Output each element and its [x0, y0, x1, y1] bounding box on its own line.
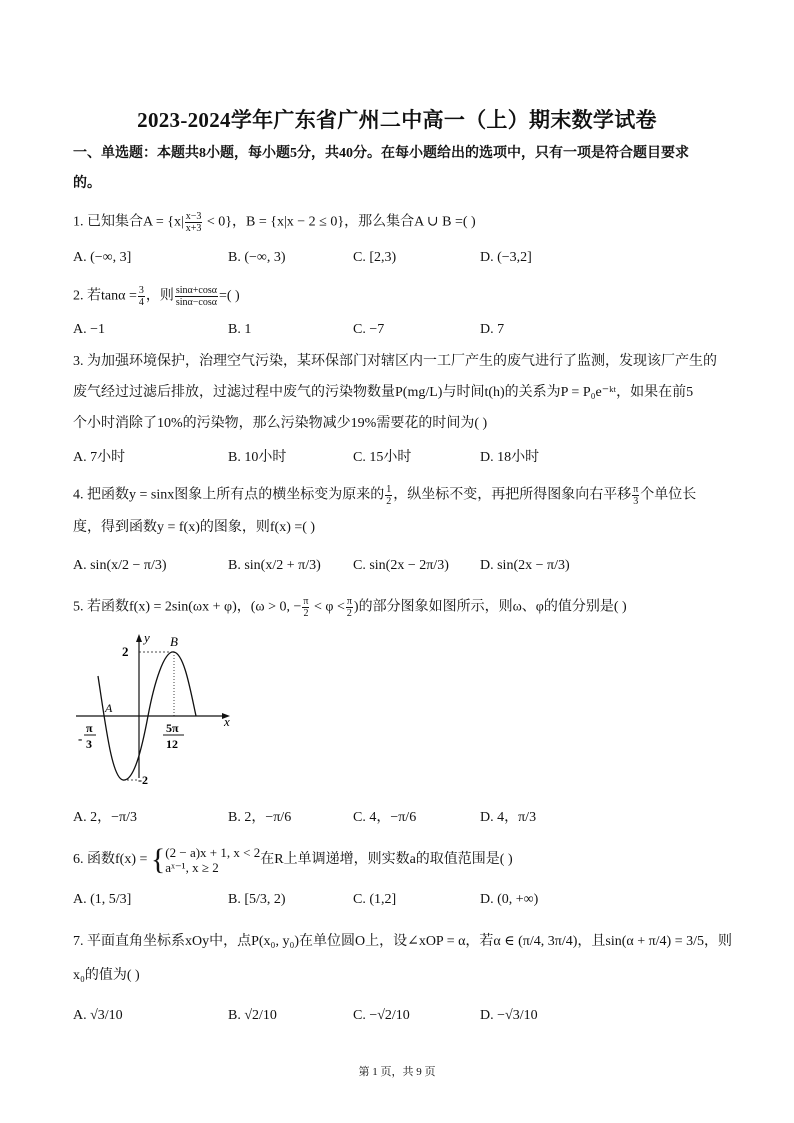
q7-option-b: B. √2/10 — [228, 1008, 277, 1023]
q1-text-a: 1. 已知集合A = {x| — [73, 214, 184, 230]
q2-frac1-den: 4 — [138, 297, 144, 308]
question-4-line2: 度，得到函数y = f(x)的图象，则f(x) =( ) — [73, 520, 316, 535]
q1-option-a: A. (−∞, 3] — [73, 250, 132, 265]
q4-option-b: B. sin(x/2 + π/3) — [228, 558, 321, 573]
q6-piece-1: (2 − a)x + 1, x < 2 — [165, 844, 261, 860]
question-2 — [73, 285, 240, 308]
q5-text-c: )的部分图象如图所示，则ω、φ的值分别是( ) — [353, 599, 627, 615]
q5-sine-graph — [72, 628, 242, 788]
q4-fraction-1 — [385, 484, 392, 507]
q2-text-b: ，则 — [145, 288, 174, 304]
q5-option-d: D. 4，π/3 — [480, 810, 537, 825]
graph-label-5pi12-num: 5π — [166, 721, 179, 735]
q1-frac-den: x+3 — [185, 223, 202, 234]
q3-option-c: C. 15小时 — [353, 450, 412, 465]
q4-frac2-den: 3 — [633, 496, 639, 507]
q1-option-d: D. (−3,2] — [480, 250, 532, 265]
q5-option-b: B. 2，−π/6 — [228, 810, 292, 825]
q4-option-c: C. sin(2x − 2π/3) — [353, 558, 449, 573]
q4-fraction-2 — [632, 484, 639, 507]
q5-frac2-num: π — [346, 596, 352, 607]
q5-text-b: < φ < — [310, 599, 345, 615]
question-7-line2: x₀的值为( ) — [73, 968, 140, 983]
q6-brace: { — [150, 842, 166, 876]
question-6 — [73, 843, 513, 877]
graph-label-5pi12-den: 12 — [166, 737, 178, 751]
q5-option-a: A. 2，−π/3 — [73, 810, 137, 825]
section-heading-line1: 一、单选题：本题共8小题，每小题5分，共40分。在每小题给出的选项中，只有一项是符合题目要求 — [73, 146, 689, 161]
q1-option-b: B. (−∞, 3) — [228, 250, 286, 265]
graph-label-a: A — [105, 701, 113, 715]
q5-frac1-den: 2 — [303, 608, 309, 619]
q4-text-c: 个单位长 — [640, 487, 697, 503]
q3-option-b: B. 10小时 — [228, 450, 287, 465]
page-footer: 第 1 页，共 9 页 — [358, 1066, 436, 1078]
q1-option-c: C. [2,3) — [353, 250, 397, 265]
q7-option-c: C. −√2/10 — [353, 1008, 410, 1023]
q4-option-d: D. sin(2x − π/3) — [480, 558, 570, 573]
q4-text-a: 4. 把函数y = sinx图象上所有点的横坐标变为原来的 — [73, 487, 385, 503]
graph-label-negpi3-sign: - — [78, 731, 83, 746]
graph-label-negpi3-den: 3 — [86, 737, 92, 751]
question-3-line2: 废气经过过滤后排放，过滤过程中废气的污染物数量P(mg/L)与时间t(h)的关系为P = P₀e⁻ᵏᵗ，如果在前5 — [73, 385, 694, 400]
q3-option-a: A. 7小时 — [73, 450, 126, 465]
q6-option-d: D. (0, +∞) — [480, 892, 539, 907]
q2-fraction-2 — [175, 285, 218, 308]
question-7-line1: 7. 平面直角坐标系xOy中，点P(x₀, y₀)在单位圆O上，设∠xOP = α，若α ∈ (π/4, 3π/4)，且sin(α + π/4) = 3/5，则 — [73, 934, 733, 949]
q2-option-b: B. 1 — [228, 322, 252, 337]
graph-label-neg2: -2 — [138, 773, 148, 787]
q6-option-c: C. (1,2] — [353, 892, 397, 907]
q4-frac2-num: π — [633, 484, 639, 495]
q5-text-a: 5. 若函数f(x) = 2sin(ωx + φ)，(ω > 0, − — [73, 599, 302, 615]
question-3-line3: 个小时消除了10%的污染物，那么污染物减少19%需要花的时间为( ) — [73, 416, 488, 431]
q6-option-b: B. [5/3, 2) — [228, 892, 286, 907]
q3-option-d: D. 18小时 — [480, 450, 540, 465]
q5-option-c: C. 4，−π/6 — [353, 810, 417, 825]
q6-piece-2: aˣ⁻¹, x ≥ 2 — [165, 859, 219, 875]
q4-option-a: A. sin(x/2 − π/3) — [73, 558, 167, 573]
question-4-line1 — [73, 484, 696, 507]
q5-frac1-num: π — [303, 596, 309, 607]
graph-label-y: y — [144, 630, 150, 645]
q5-fraction-1 — [302, 596, 309, 619]
q2-frac2-den: sinα−cosα — [175, 297, 217, 308]
question-5 — [73, 596, 627, 619]
q2-text-c: =( ) — [218, 288, 240, 304]
q7-option-d: D. −√3/10 — [480, 1008, 538, 1023]
graph-label-negpi3-num: π — [86, 721, 93, 735]
exam-title: 2023-2024学年广东省广州二中高一（上）期末数学试卷 — [137, 108, 657, 132]
y-axis-arrow — [136, 634, 142, 642]
q6-text-a: 6. 函数f(x) = — [73, 852, 148, 867]
graph-label-x: x — [224, 714, 230, 729]
q6-piecewise — [165, 845, 260, 875]
q1-fraction — [185, 211, 203, 234]
q2-frac1-num: 3 — [138, 285, 144, 296]
section-heading-line2: 的。 — [73, 176, 101, 191]
q2-fraction-1 — [138, 285, 145, 308]
q4-frac1-num: 1 — [386, 484, 392, 495]
q2-option-d: D. 7 — [480, 322, 505, 337]
q4-frac1-den: 2 — [386, 496, 392, 507]
q5-fraction-2 — [346, 596, 353, 619]
q6-text-b: 在R上单调递增，则实数a的取值范围是( ) — [260, 852, 513, 867]
question-3-line1: 3. 为加强环境保护，治理空气污染，某环保部门对辖区内一工厂产生的废气进行了监测，发现该厂产生的 — [73, 354, 717, 369]
q2-option-a: A. −1 — [73, 322, 106, 337]
q6-option-a: A. (1, 5/3] — [73, 892, 132, 907]
graph-label-2: 2 — [122, 644, 129, 659]
q5-frac2-den: 2 — [346, 608, 352, 619]
q4-text-b: ，纵坐标不变，再把所得图象向右平移 — [393, 487, 632, 503]
q1-frac-num: x−3 — [185, 211, 202, 222]
q2-option-c: C. −7 — [353, 322, 385, 337]
q1-text-b: < 0}，B = {x|x − 2 ≤ 0}，那么集合A ∪ B =( ) — [203, 214, 476, 230]
question-1 — [73, 211, 476, 234]
q2-frac2-num: sinα+cosα — [175, 285, 217, 296]
q7-option-a: A. √3/10 — [73, 1008, 123, 1023]
graph-label-b: B — [170, 634, 178, 649]
q2-text-a: 2. 若tanα = — [73, 288, 137, 304]
